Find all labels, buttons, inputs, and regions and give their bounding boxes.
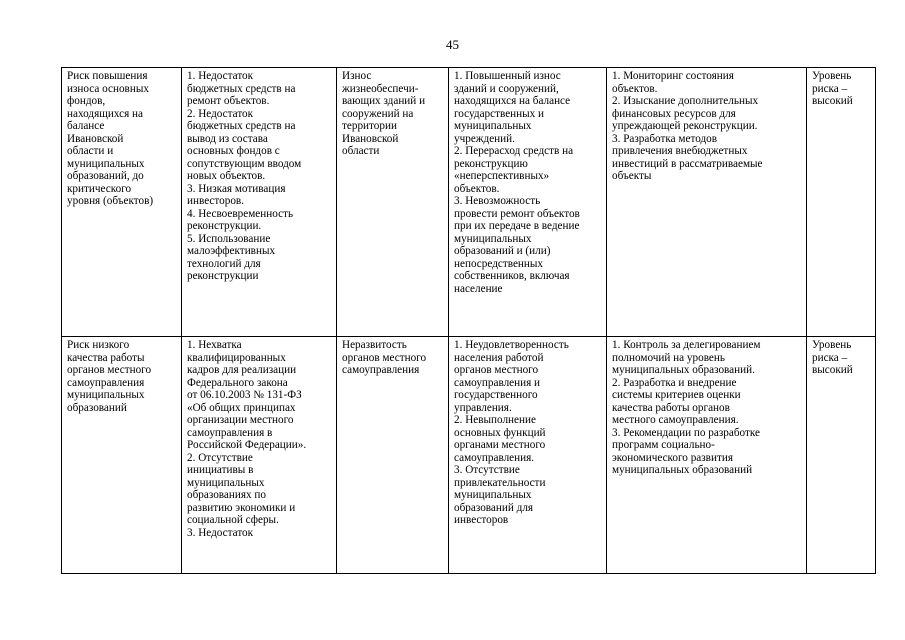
table-row [62, 68, 876, 337]
risk-name-cell: Риск повышения износа основных фондов, находящихся на балансе Ивановской области и муниципальных образований, до критического уровня (объектов) [62, 68, 182, 337]
risk-name-cell: Риск низкого качества работы органов местного самоуправления муниципальных образований [62, 337, 182, 574]
risk-description-cell: Неразвитость органов местного самоуправления [337, 337, 449, 574]
risk-consequences-cell: 1. Неудовлетворенность населения работой органов местного самоуправления и государственного управления. 2. Невыполнение основных функций органами местного самоуправления. 3. Отсутствие привлекательности муниципальных образований для инвесторов [449, 337, 607, 574]
risk-causes-cell: 1. Нехватка квалифицированных кадров для реализации Федерального закона от 06.10.2003 № 131-ФЗ «Об общих принципах организации местного самоуправления в Российской Федерации». 2. Отсутствие инициативы в муниципальных образованиях по развитию экономики и социальной сферы. 3. Недостаток [182, 337, 337, 574]
risk-level-cell: Уровень риска – высокий [807, 68, 876, 337]
table-row [62, 337, 876, 574]
risk-measures-cell: 1. Мониторинг состояния объектов. 2. Изыскание дополнительных финансовых ресурсов для упреждающей реконструкции. 3. Разработка методов привлечения внебюджетных инвестиций в рассматриваемые объекты [607, 68, 807, 337]
risk-causes-cell: 1. Недостаток бюджетных средств на ремонт объектов. 2. Недостаток бюджетных средств на вывод из состава основных фондов с сопутствующим вводом новых объектов. 3. Низкая мотивация инвесторов. 4. Несвоевременность реконструкции. 5. Использование малоэффективных технологий для реконструкции [182, 68, 337, 337]
risk-level-cell: Уровень риска – высокий [807, 337, 876, 574]
risk-consequences-cell: 1. Повышенный износ зданий и сооружений, находящихся на балансе государственных и муниципальных учреждений. 2. Перерасход средств на реконструкцию «неперспективных» объектов. 3. Невозможность провести ремонт объектов при их передаче в ведение муниципальных образований и (или) непосредственных собственников, включая население [449, 68, 607, 337]
page-number: 45 [446, 37, 459, 52]
risk-measures-cell: 1. Контроль за делегированием полномочий на уровень муниципальных образований. 2. Разработка и внедрение системы критериев оценки качества работы органов местного самоуправления. 3. Рекомендации по разработке программ социально- экономического развития муниципальных образований [607, 337, 807, 574]
risk-table [61, 67, 876, 574]
risk-description-cell: Износ жизнеобеспечи- вающих зданий и сооружений на территории Ивановской области [337, 68, 449, 337]
